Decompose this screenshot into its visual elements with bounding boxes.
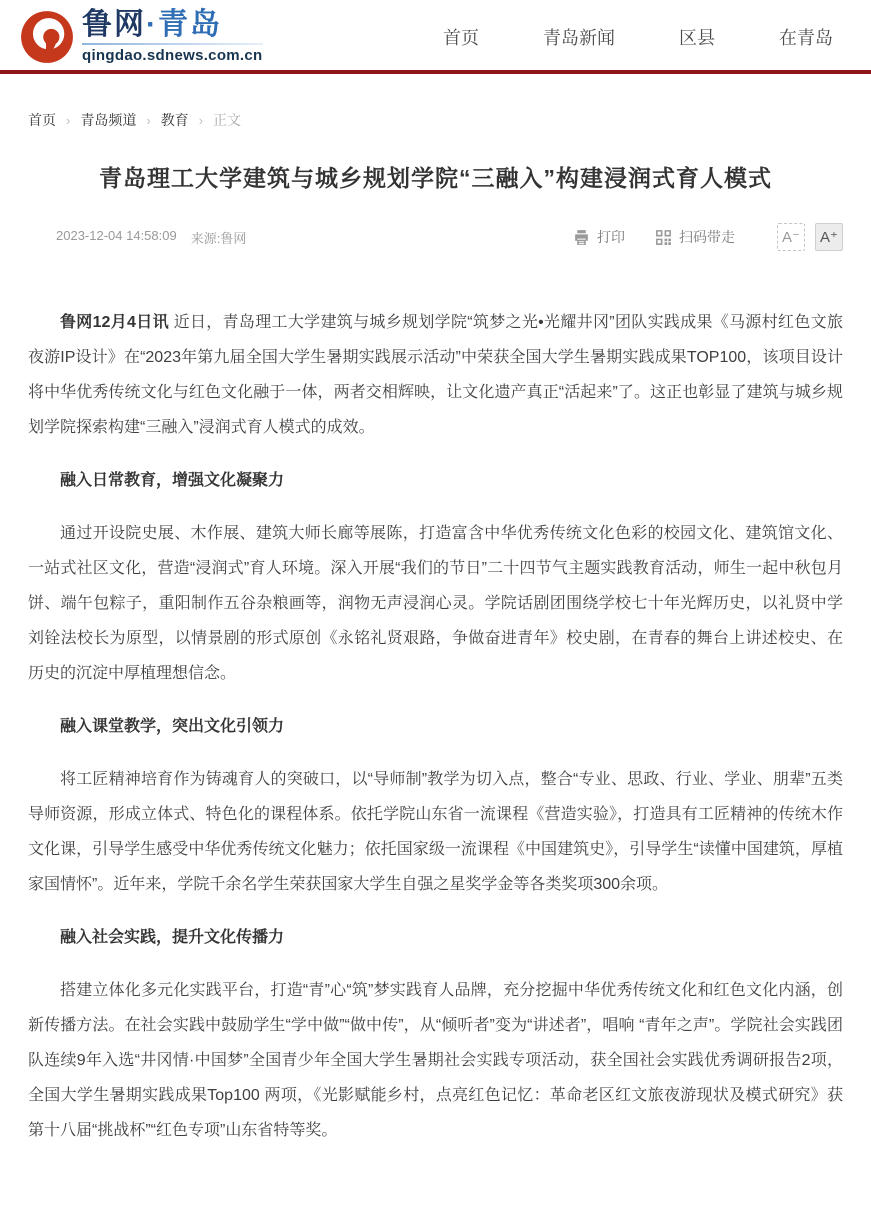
- font-decrease-button[interactable]: A⁻: [777, 223, 805, 251]
- main-nav: [443, 24, 833, 50]
- nav-item-in-qingdao[interactable]: 在青岛: [779, 27, 833, 48]
- site-header: [0, 0, 871, 70]
- article-lead: 鲁网12月4日讯: [60, 314, 169, 331]
- breadcrumb: [0, 74, 871, 130]
- article-actions: [573, 223, 843, 251]
- logo-divider: [82, 43, 263, 45]
- site-title: 鲁网·青岛: [82, 7, 222, 41]
- article-paragraph: 将工匠精神培育作为铸魂育人的突破口，以“导师制”教学为切入点，整合“专业、思政、行业、学业、朋辈”五类导师资源，形成立体式、特色化的课程体系。依托学院山东省一流课程《营造实验》，打造具有工匠精神的传统木作文化课，引导学生感受中华优秀传统文化魅力；依托国家级一流课程《中国建筑史》，引导学生“读懂中国建筑，厚植家国情怀”。近年来，学院千余名学生荣获国家大学生自强之星奖学金等各类奖项300余项。: [28, 771, 843, 893]
- qr-label: 扫码带走: [679, 229, 735, 245]
- qr-share-button[interactable]: [655, 227, 735, 247]
- breadcrumb-item-home[interactable]: 首页: [28, 112, 56, 128]
- breadcrumb-separator-icon: ›: [198, 112, 204, 128]
- article-paragraph: 通过开设院史展、木作展、建筑大师长廊等展陈，打造富含中华优秀传统文化色彩的校园文化、建筑馆文化、一站式社区文化，营造“浸润式”育人环境。深入开展“我们的节日”二十四节气主题实践教育活动，师生一起中秋包月饼、端午包粽子，重阳制作五谷杂粮画等，润物无声浸润心灵。学院话剧团围绕学校七十年光辉历史，以礼贤中学刘铨法校长为原型，以情景剧的形式原创《永铭礼贤艰路，争做奋进青年》校史剧，在青春的舞台上讲述校史、在历史的沉淀中厚植理想信念。: [28, 525, 843, 682]
- article-meta: [56, 228, 246, 247]
- publish-datetime: 2023-12-04 14:58:09: [56, 227, 177, 243]
- article-title: 青岛理工大学建筑与城乡规划学院“三融入”构建浸润式育人模式: [99, 165, 772, 191]
- font-increase-button[interactable]: A⁺: [815, 223, 843, 251]
- breadcrumb-item-channel[interactable]: 青岛频道: [80, 112, 137, 128]
- nav-item-districts[interactable]: 区县: [679, 27, 715, 48]
- section-heading: 融入课堂教学，突出文化引领力: [60, 718, 285, 735]
- article-body: [28, 305, 843, 1148]
- section-heading: 融入日常教育，增强文化凝聚力: [60, 472, 285, 489]
- print-button[interactable]: [573, 227, 625, 247]
- nav-item-home[interactable]: 首页: [443, 27, 479, 48]
- luwang-logo-icon: [20, 10, 74, 64]
- article-source: 来源:鲁网: [190, 230, 247, 246]
- article-paragraph: 搭建立体化多元化实践平台，打造“青”心“筑”梦实践育人品牌，充分挖掘中华优秀传统文化和红色文化内涵，创新传播方法。在社会实践中鼓励学生“学中做”“做中传”，从“倾听者”变为“讲述者”，唱响 “青年之声”。学院社会实践团队连续9年入选“井冈情·中国梦”全国青少年全国大学生暑期社会实践专项活动，获全国社会实践优秀调研报告2项，全国大学生暑期实践成果Top100 两项，《光影赋能乡村，点亮红色记忆：革命老区红文旅夜游现状及模式研究》获第十八届“挑战杯”“红色专项”山东省特等奖。: [28, 982, 843, 1139]
- font-size-controls: [777, 223, 843, 251]
- article-paragraph: 鲁网12月4日讯 近日，青岛理工大学建筑与城乡规划学院“筑梦之光•光耀井冈”团队实践成果《马源村红色文旅夜游IP设计》在“2023年第九届全国大学生暑期实践展示活动”中荣获全国大学生暑期实践成果TOP100，该项目设计将中华优秀传统文化与红色文化融于一体，两者交相辉映，让文化遗产真正“活起来”了。这正也彰显了建筑与城乡规划学院探索构建“三融入”浸润式育人模式的成效。: [28, 314, 843, 436]
- site-url: qingdao.sdnews.com.cn: [82, 47, 263, 65]
- breadcrumb-separator-icon: ›: [146, 112, 151, 128]
- printer-icon: [573, 229, 590, 246]
- breadcrumb-current: 正文: [213, 112, 242, 128]
- site-logo[interactable]: [20, 9, 263, 65]
- nav-item-qingdao-news[interactable]: 青岛新闻: [543, 27, 615, 48]
- section-heading: 融入社会实践，提升文化传播力: [60, 929, 285, 946]
- article-meta-row: [28, 223, 843, 251]
- qr-code-icon: [655, 229, 672, 246]
- print-label: 打印: [597, 229, 625, 245]
- article-container: [0, 160, 871, 1206]
- breadcrumb-item-education[interactable]: 教育: [160, 112, 189, 128]
- breadcrumb-separator-icon: ›: [66, 112, 71, 128]
